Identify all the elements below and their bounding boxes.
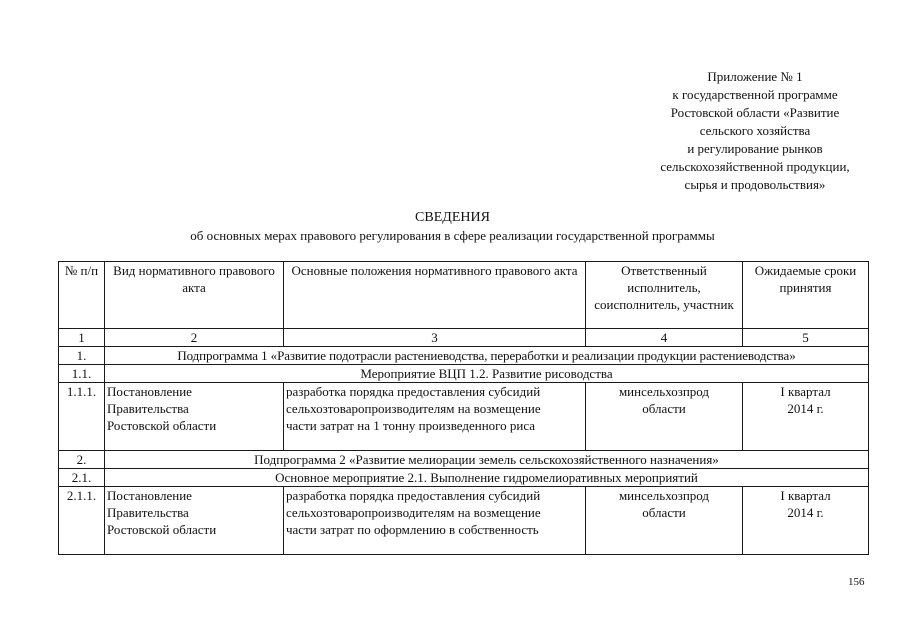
row-number: 1. (59, 347, 105, 365)
page-number: 156 (848, 576, 865, 588)
column-number: 2 (105, 329, 284, 347)
table-row (59, 383, 869, 451)
table-row (59, 487, 869, 555)
appendix-line: сырья и продовольствия» (684, 177, 826, 192)
column-number: 5 (743, 329, 869, 347)
term-cell: I квартал 2014 г. (743, 383, 869, 451)
column-number: 1 (59, 329, 105, 347)
appendix-line: Ростовской области «Развитие (670, 105, 840, 120)
header-number: № п/п (59, 262, 105, 329)
row-number: 2.1.1. (59, 487, 105, 555)
appendix-line: Приложение № 1 (707, 69, 803, 84)
appendix-line: сельскохозяйственной продукции, (660, 159, 850, 174)
column-number: 3 (284, 329, 586, 347)
header-provisions: Основные положения нормативного правового акта (284, 262, 586, 329)
appendix-line: к государственной программе (672, 87, 838, 102)
table-header-row (59, 262, 869, 329)
term-cell: I квартал 2014 г. (743, 487, 869, 555)
document-title: СВЕДЕНИЯ (415, 210, 490, 225)
row-number: 1.1.1. (59, 383, 105, 451)
row-number: 2. (59, 451, 105, 469)
header-executor: Ответственный исполнитель, соисполнитель, участник (586, 262, 743, 329)
subprogram-row (59, 451, 869, 469)
provisions-cell: разработка порядка предоставления субсидий сельхозтоваропроизводителям на возмещение части затрат по оформлению в собственность (284, 487, 586, 555)
executor-cell: минсельхозпрод области (586, 487, 743, 555)
subprogram-title: Подпрограмма 2 «Развитие мелиорации земель сельскохозяйственного назначения» (105, 451, 869, 469)
measure-row (59, 365, 869, 383)
measure-title: Мероприятие ВЦП 1.2. Развитие рисоводства (105, 365, 869, 383)
row-number: 2.1. (59, 469, 105, 487)
act-type-cell: Постановление Правительства Ростовской области (105, 383, 284, 451)
measure-row (59, 469, 869, 487)
header-term: Ожидаемые сроки принятия (743, 262, 869, 329)
row-number: 1.1. (59, 365, 105, 383)
act-type-cell: Постановление Правительства Ростовской области (105, 487, 284, 555)
header-act-type: Вид нормативного правового акта (105, 262, 284, 329)
appendix-line: и регулирование рынков (687, 141, 823, 156)
appendix-block (630, 68, 880, 194)
measures-table (58, 261, 869, 555)
column-numbers-row (59, 329, 869, 347)
column-number: 4 (586, 329, 743, 347)
appendix-line: сельского хозяйства (699, 123, 811, 138)
executor-cell: минсельхозпрод области (586, 383, 743, 451)
provisions-cell: разработка порядка предоставления субсидий сельхозтоваропроизводителям на возмещение части затрат на 1 тонну произведенного риса (284, 383, 586, 451)
measure-title: Основное мероприятие 2.1. Выполнение гидромелиоративных мероприятий (105, 469, 869, 487)
document-subtitle: об основных мерах правового регулирования в сфере реализации государственной программы (190, 228, 715, 243)
subprogram-row (59, 347, 869, 365)
subprogram-title: Подпрограмма 1 «Развитие подотрасли растениеводства, переработки и реализации продукции растениеводства» (105, 347, 869, 365)
